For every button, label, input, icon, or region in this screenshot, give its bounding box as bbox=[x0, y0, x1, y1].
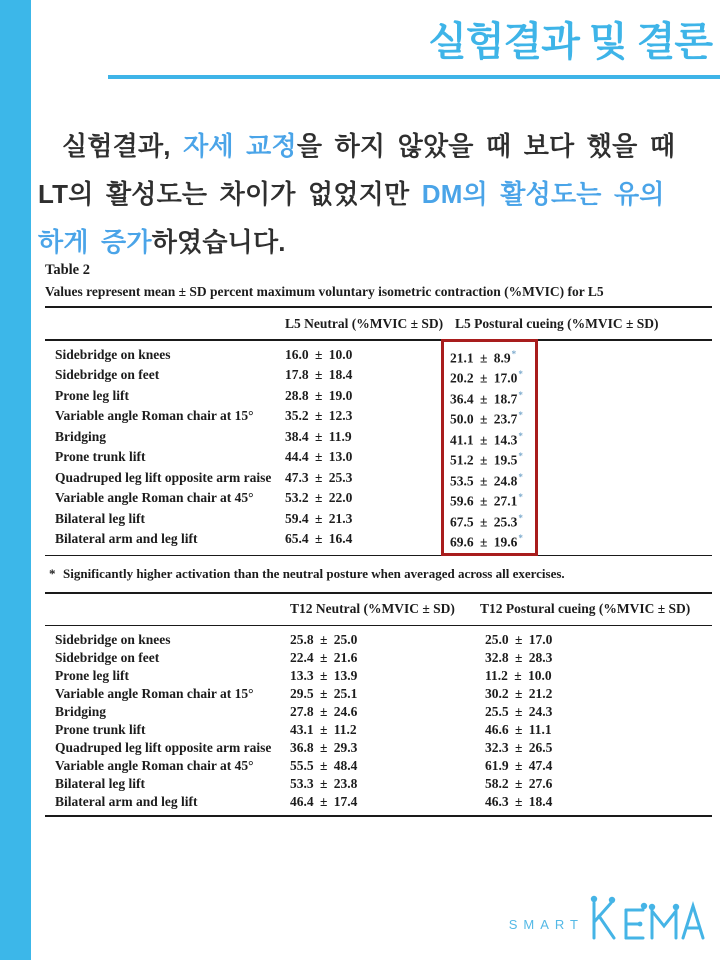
table-row bbox=[45, 407, 720, 428]
t12-neutral-value: 22.4 ± 21.6 bbox=[290, 650, 358, 665]
table-row bbox=[45, 793, 720, 811]
l5-neutral-value: 47.3 ± 25.3 bbox=[285, 469, 353, 485]
exercise-name: Prone leg lift bbox=[55, 668, 129, 683]
significance-star: * bbox=[518, 389, 523, 400]
significance-star: * bbox=[518, 492, 523, 502]
exercise-name: Sidebridge on feet bbox=[55, 650, 160, 665]
l5-neutral-value: 35.2 ± 12.3 bbox=[285, 408, 353, 423]
intro-line-1 bbox=[38, 122, 714, 170]
smart-kema-logo bbox=[509, 886, 708, 940]
footnote-text: Significantly higher activation than the neutral posture when averaged across all exercises. bbox=[63, 566, 565, 581]
l5-cueing-value: 41.1 ± 14.3* bbox=[450, 430, 523, 447]
table-row bbox=[45, 775, 720, 793]
intro-line-2 bbox=[38, 170, 714, 218]
kema-logo-icon bbox=[586, 886, 708, 940]
exercise-name: Prone trunk lift bbox=[55, 449, 146, 464]
exercise-name: Sidebridge on knees bbox=[55, 632, 171, 647]
l5-header-row bbox=[45, 308, 720, 339]
left-accent-bar bbox=[0, 0, 31, 960]
t12-cueing-value: 25.0 ± 17.0 bbox=[485, 632, 553, 647]
table-row bbox=[45, 703, 720, 721]
t12-table bbox=[45, 594, 720, 818]
title-underline bbox=[108, 75, 720, 79]
exercise-name: Variable angle Roman chair at 45° bbox=[55, 490, 254, 505]
t12-neutral-value: 29.5 ± 25.1 bbox=[290, 686, 358, 701]
exercise-name: Bilateral leg lift bbox=[55, 776, 145, 791]
t12-cueing-value: 32.3 ± 26.5 bbox=[485, 740, 553, 755]
table-footnote bbox=[45, 556, 720, 592]
exercise-name: Bridging bbox=[55, 428, 107, 444]
t12-cueing-value: 11.2 ± 10.0 bbox=[485, 668, 552, 683]
exercise-name: Variable angle Roman chair at 15° bbox=[55, 408, 254, 423]
table-row bbox=[45, 428, 720, 449]
intro-text: 실험결과, bbox=[62, 131, 184, 161]
l5-table bbox=[45, 306, 720, 594]
table-row bbox=[45, 346, 720, 367]
l5-neutral-value: 38.4 ± 11.9 bbox=[285, 428, 352, 444]
t12-cueing-value: 61.9 ± 47.4 bbox=[485, 758, 553, 773]
significance-star: * bbox=[518, 410, 523, 420]
t12-neutral-value: 13.3 ± 13.9 bbox=[290, 668, 358, 683]
l5-cueing-value: 69.6 ± 19.6* bbox=[450, 533, 523, 550]
t12-neutral-value: 55.5 ± 48.4 bbox=[290, 758, 358, 773]
table-row bbox=[45, 757, 720, 775]
t12-neutral-value: 43.1 ± 11.2 bbox=[290, 722, 357, 737]
table-row bbox=[45, 530, 720, 551]
significance-star: * bbox=[518, 533, 523, 543]
t12-cueing-value: 30.2 ± 21.2 bbox=[485, 686, 553, 701]
l5-neutral-value: 44.4 ± 13.0 bbox=[285, 449, 353, 464]
l5-cueing-value: 20.2 ± 17.0* bbox=[450, 369, 523, 386]
intro-highlight: 자세 교정 bbox=[183, 131, 297, 161]
table-row bbox=[45, 649, 720, 667]
l5-cueing-value: 67.5 ± 25.3* bbox=[450, 512, 523, 529]
t12-neutral-value: 53.3 ± 23.8 bbox=[290, 776, 358, 791]
intro-text: LT의 활성도는 차이가 없었지만 bbox=[38, 179, 422, 209]
table-row bbox=[45, 667, 720, 685]
t12-neutral-value: 25.8 ± 25.0 bbox=[290, 632, 358, 647]
table-row bbox=[45, 366, 720, 387]
intro-paragraph bbox=[38, 122, 714, 266]
footnote-marker: * bbox=[49, 566, 56, 581]
exercise-name: Bilateral leg lift bbox=[55, 510, 145, 526]
intro-text: 을 하지 않았을 때 보다 했을 때 bbox=[296, 131, 676, 161]
table-row bbox=[45, 510, 720, 531]
exercise-name: Bilateral arm and leg lift bbox=[55, 531, 198, 546]
l5-neutral-value: 65.4 ± 16.4 bbox=[285, 531, 353, 546]
t12-cueing-value: 58.2 ± 27.6 bbox=[485, 776, 553, 791]
t12-neutral-header: T12 Neutral (%MVIC ± SD) bbox=[290, 601, 455, 616]
significance-star: * bbox=[511, 348, 517, 359]
l5-cueing-value: 50.0 ± 23.7* bbox=[450, 410, 523, 427]
table-label: Table 2 bbox=[45, 262, 90, 278]
l5-cueing-value: 21.1 ± 8.9* bbox=[450, 348, 517, 365]
paper-table-figure bbox=[45, 262, 720, 817]
table-row bbox=[45, 489, 720, 510]
exercise-name: Prone leg lift bbox=[55, 387, 129, 403]
table-row bbox=[45, 685, 720, 703]
table-row bbox=[45, 469, 720, 490]
exercise-name: Bridging bbox=[55, 704, 107, 719]
significance-star: * bbox=[518, 430, 523, 441]
significance-star: * bbox=[518, 369, 523, 379]
l5-cueing-value: 59.6 ± 27.1* bbox=[450, 492, 523, 509]
table-rule bbox=[45, 815, 712, 817]
t12-cueing-value: 32.8 ± 28.3 bbox=[485, 650, 553, 665]
l5-neutral-value: 16.0 ± 10.0 bbox=[285, 346, 353, 362]
table-row bbox=[45, 387, 720, 408]
page-title: 실험결과 및 결론 bbox=[428, 20, 712, 64]
t12-cueing-value: 46.3 ± 18.4 bbox=[485, 794, 553, 809]
t12-neutral-value: 36.8 ± 29.3 bbox=[290, 740, 358, 755]
intro-text: 하였습니다. bbox=[151, 227, 286, 257]
table-caption: Values represent mean ± SD percent maximum voluntary isometric contraction (%MVIC) for L5 bbox=[45, 284, 604, 299]
table-row bbox=[45, 739, 720, 757]
l5-cueing-value: 36.4 ± 18.7* bbox=[450, 389, 523, 406]
intro-line-3 bbox=[38, 218, 714, 266]
intro-highlight: 하게 증가 bbox=[38, 227, 152, 257]
table-row bbox=[45, 721, 720, 739]
intro-highlight: DM의 활성도는 유의 bbox=[421, 179, 665, 209]
t12-cueing-value: 46.6 ± 11.1 bbox=[485, 722, 552, 737]
exercise-name: Variable angle Roman chair at 15° bbox=[55, 686, 254, 701]
significance-star: * bbox=[518, 471, 523, 482]
exercise-name: Variable angle Roman chair at 45° bbox=[55, 758, 254, 773]
t12-header-row bbox=[45, 594, 720, 625]
t12-rows bbox=[45, 626, 720, 815]
exercise-name: Prone trunk lift bbox=[55, 722, 146, 737]
l5-cueing-value: 53.5 ± 24.8* bbox=[450, 471, 523, 488]
exercise-name: Quadruped leg lift opposite arm raise bbox=[55, 469, 272, 485]
exercise-name: Bilateral arm and leg lift bbox=[55, 794, 198, 809]
l5-neutral-value: 28.8 ± 19.0 bbox=[285, 387, 353, 403]
t12-neutral-value: 27.8 ± 24.6 bbox=[290, 704, 358, 719]
t12-neutral-value: 46.4 ± 17.4 bbox=[290, 794, 358, 809]
table-row bbox=[45, 448, 720, 469]
l5-neutral-value: 59.4 ± 21.3 bbox=[285, 510, 353, 526]
logo-smart-text: SMART bbox=[508, 917, 584, 932]
table-row bbox=[45, 631, 720, 649]
significance-star: * bbox=[518, 451, 523, 461]
l5-neutral-header: L5 Neutral (%MVIC ± SD) bbox=[285, 315, 444, 331]
l5-cueing-header: L5 Postural cueing (%MVIC ± SD) bbox=[455, 315, 659, 331]
l5-cueing-value: 51.2 ± 19.5* bbox=[450, 451, 523, 468]
exercise-name: Sidebridge on knees bbox=[55, 346, 171, 362]
l5-rows bbox=[45, 341, 720, 555]
t12-cueing-value: 25.5 ± 24.3 bbox=[485, 704, 553, 719]
exercise-name: Quadruped leg lift opposite arm raise bbox=[55, 740, 272, 755]
t12-cueing-header: T12 Postural cueing (%MVIC ± SD) bbox=[480, 601, 691, 616]
exercise-name: Sidebridge on feet bbox=[55, 367, 160, 382]
l5-neutral-value: 53.2 ± 22.0 bbox=[285, 490, 353, 505]
significance-star: * bbox=[518, 512, 523, 523]
l5-neutral-value: 17.8 ± 18.4 bbox=[285, 367, 353, 382]
